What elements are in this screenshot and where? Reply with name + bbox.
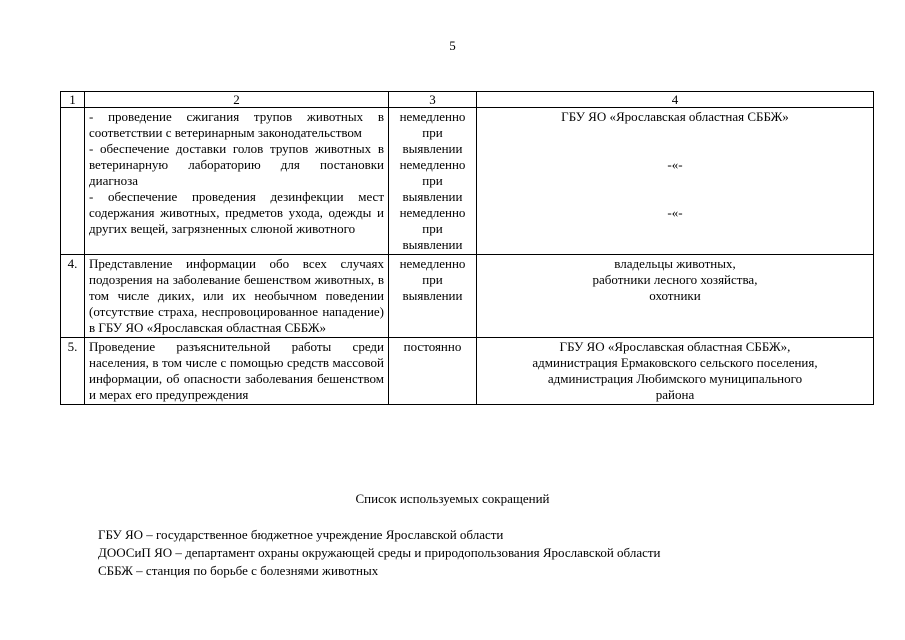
term-text: немедленно — [399, 157, 466, 172]
term-cell — [389, 338, 477, 405]
responsible-text: администрация Ермаковского сельского поселения, — [532, 355, 818, 370]
table-row — [61, 338, 874, 405]
term-text: при — [422, 125, 443, 140]
action-text: Проведение разъяснительной работы среди населения, в том числе с помощью средств массовой информации, об опасности заболевания бешенством и мерах его предупреждения — [89, 339, 384, 402]
responsible-ditto: -«- — [667, 205, 683, 220]
responsible-cell — [477, 255, 874, 338]
header-col-4: 4 — [477, 92, 874, 108]
term-text: выявлении — [402, 141, 463, 156]
row-number — [61, 108, 85, 255]
responsible-text: района — [655, 387, 695, 402]
term-text: выявлении — [402, 189, 463, 204]
term-text: немедленно — [399, 109, 466, 124]
responsible-cell — [477, 338, 874, 405]
term-text: при — [422, 173, 443, 188]
header-col-2: 2 — [85, 92, 389, 108]
row-number: 4. — [61, 255, 85, 338]
action-cell — [85, 108, 389, 255]
term-text: постоянно — [403, 339, 462, 354]
action-cell — [85, 338, 389, 405]
term-text: при — [422, 272, 443, 287]
term-text: немедленно — [399, 256, 466, 271]
responsible-text: владельцы животных, — [614, 256, 736, 271]
action-cell — [85, 255, 389, 338]
action-text: - проведение сжигания трупов животных в соответствии с ветеринарным законодательством — [89, 109, 384, 140]
responsible-cell — [477, 108, 874, 255]
action-text: - обеспечение проведения дезинфекции мест содержания животных, предметов ухода, одежды и других вещей, загрязненных слюной животного — [89, 189, 384, 236]
term-text: выявлении — [402, 288, 463, 303]
term-text: немедленно — [399, 205, 466, 220]
action-text: - обеспечение доставки голов трупов животных в ветеринарную лабораторию для постановки диагноза — [89, 141, 384, 188]
table-header-row — [61, 92, 874, 108]
responsible-text: ГБУ ЯО «Ярославская областная СББЖ» — [561, 109, 789, 124]
responsible-ditto: -«- — [667, 157, 683, 172]
measures-table — [60, 91, 874, 405]
abbreviations-title: Список используемых сокращений — [355, 491, 550, 506]
responsible-text: администрация Любимского муниципального — [547, 371, 803, 386]
term-text: при — [422, 221, 443, 236]
abbreviation-item: ГБУ ЯО – государственное бюджетное учреждение Ярославской области — [98, 527, 504, 542]
abbreviation-item: СББЖ – станция по борьбе с болезнями животных — [98, 563, 379, 578]
header-col-1: 1 — [61, 92, 85, 108]
abbreviation-item: ДООСиП ЯО – департамент охраны окружающей среды и природопользования Ярославской области — [98, 545, 661, 560]
term-cell — [389, 108, 477, 255]
term-cell — [389, 255, 477, 338]
table-row — [61, 108, 874, 255]
abbreviations-list — [98, 526, 661, 580]
action-text: Представление информации обо всех случаях подозрения на заболевание бешенством животных, в том числе диких, или их необычном поведении (отсутствие страха, неспровоцированное нападение) в ГБУ ЯО «Ярославская областная СББЖ» — [89, 256, 384, 335]
responsible-text: ГБУ ЯО «Ярославская областная СББЖ», — [559, 339, 791, 354]
responsible-text: охотники — [649, 288, 701, 303]
table-row — [61, 255, 874, 338]
page-number: 5 — [449, 38, 456, 53]
row-number: 5. — [61, 338, 85, 405]
term-text: выявлении — [402, 237, 463, 252]
header-col-3: 3 — [389, 92, 477, 108]
responsible-text: работники лесного хозяйства, — [592, 272, 758, 287]
